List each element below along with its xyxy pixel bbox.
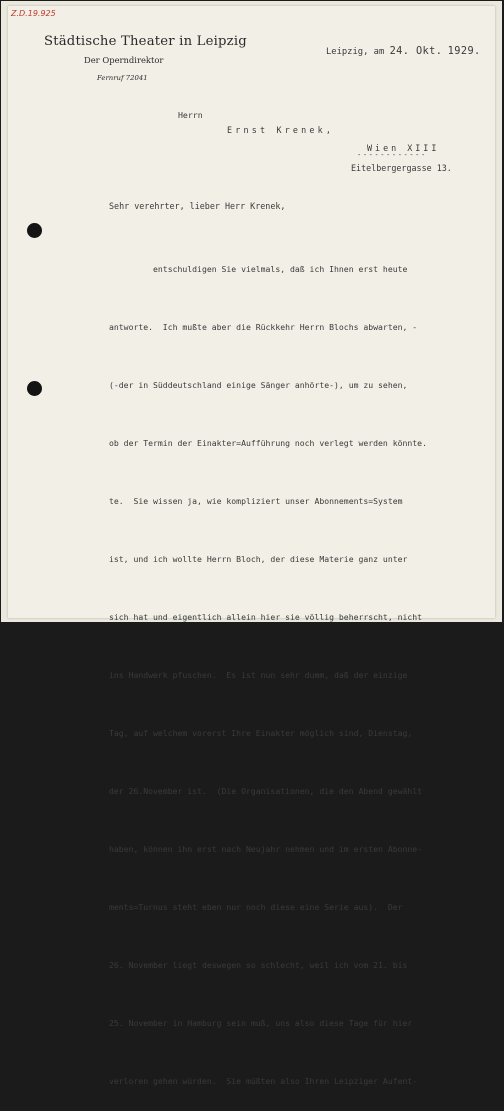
body-line: sich hat und eigentlich allein hier sie völlig beherrscht, nicht — [109, 611, 423, 622]
punch-hole — [27, 223, 42, 238]
date-year: 1929. — [447, 45, 481, 57]
body-line: ist, und ich wollte Herrn Bloch, der diese Materie ganz unter — [109, 553, 408, 564]
recipient-salutation: Herrn — [178, 110, 203, 120]
letter-greeting: Sehr verehrter, lieber Herr Krenek, — [109, 201, 286, 211]
body-line: antworte. Ich mußte aber die Rückkehr Herrn Blochs abwarten, - — [109, 321, 418, 332]
body-line: ob der Termin der Einakter=Aufführung noch verlegt werden könnte. — [109, 437, 427, 448]
recipient-street: Eitelbergergasse 13. — [351, 163, 452, 173]
archive-mark: Z.D.19.925 — [11, 9, 56, 18]
recipient-city-underline: ------------ — [357, 151, 427, 159]
punch-hole — [27, 381, 42, 396]
letterhead-phone: Fernruf 72041 — [97, 74, 148, 82]
letter-body — [109, 221, 489, 1111]
recipient-name: Ernst Krenek, — [227, 125, 335, 135]
body-line: 25. November in Hamburg sein muß, uns also diese Tage für hier — [109, 1018, 413, 1029]
date-day: 24. Okt. — [389, 45, 443, 57]
body-line: Tag, auf welchem vorerst Ihre Einakter möglich sind, Dienstag, — [109, 727, 413, 738]
recipient-city: Wien XIII — [367, 143, 440, 153]
body-line: verloren gehen würden. Sie müßten also Ihren Leipziger Aufent- — [109, 1076, 418, 1087]
body-line: (-der in Süddeutschland einige Sänger anhörte-), um zu sehen, — [109, 379, 408, 390]
body-line: 26. November liegt deswegen so schlecht, weil ich vom 21. bis — [109, 960, 408, 971]
body-line: haben, können ihn erst nach Neujahr nehmen und im ersten Abonne- — [109, 844, 423, 854]
body-line: entschuldigen Sie vielmals, daß ich Ihnen erst heute — [109, 263, 408, 274]
body-line: ins Handwerk pfuschen. Es ist nun sehr dumm, daß der einzige — [109, 669, 408, 680]
body-line: ments=Turnus steht eben nur noch diese eine Serie aus). Der — [109, 902, 403, 913]
letterhead-subtitle: Der Operndirektor — [84, 55, 164, 65]
date-place: Leipzig, am — [326, 47, 385, 57]
body-line: te. Sie wissen ja, wie kompliziert unser Abonnements=System — [109, 495, 403, 506]
body-line: der 26.November ist. (Die Organisationen, die den Abend gewählt — [109, 785, 423, 796]
letterhead-title: Städtische Theater in Leipzig — [44, 34, 247, 49]
letter-date — [326, 45, 481, 57]
